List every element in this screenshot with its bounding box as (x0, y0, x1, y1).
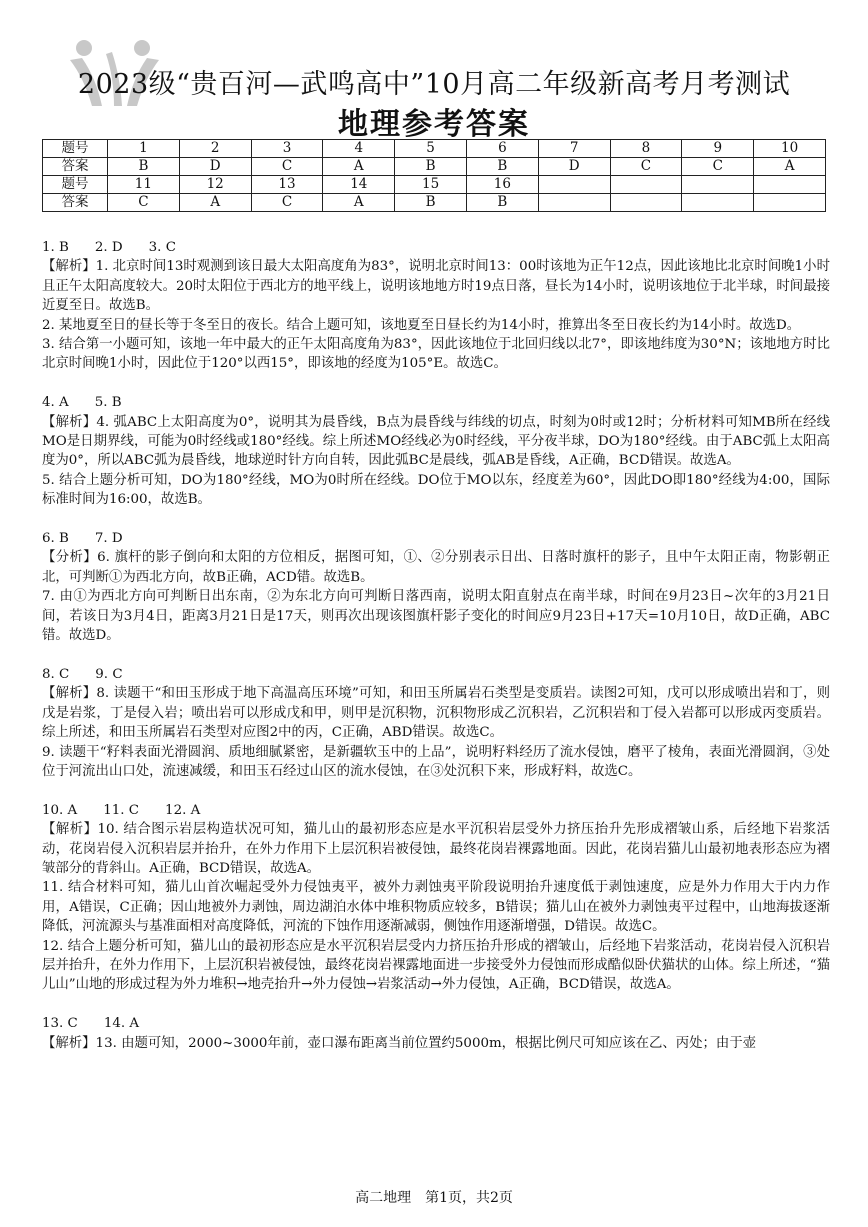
answer-cell: C (610, 158, 682, 176)
explanation-paragraph: 7. 由①为西北方向可判断日出东南，②为东北方向可判断日落西南，说明太阳直射点在南半球，时间在9月23日~次年的3月21日间，若该日为3月4日，距离3月21日是17天，则再次出现该图旗杆影子变化的时间应9月23日+17天=10月10日，故D正确，ABC错。故选D。 (42, 589, 830, 644)
answer-key: 13. C (42, 1016, 78, 1032)
table-row-answers (43, 158, 826, 176)
section-gap (42, 995, 830, 1014)
question-number-cell: 6 (466, 140, 538, 158)
explanation-paragraph: 2. 某地夏至日的昼长等于冬至日的夜长。结合上题可知，该地夏至日昼长约为14小时，推算出冬至日夜长约为14小时。故选D。 (42, 317, 801, 333)
explanation-paragraph: 【解析】13. 由题可知，2000~3000年前，壶口瀑布距离当前位置约5000m，根据比例尺可知应该在乙、丙处；由于壶 (42, 1035, 757, 1051)
answer-key: 12. A (165, 802, 201, 818)
answer-cell (538, 194, 610, 212)
row-label: 答案 (43, 158, 108, 176)
answer-cell (682, 194, 754, 212)
explanation-paragraph: 【解析】10. 结合图示岩层构造状况可知，猫儿山的最初形态应是水平沉积岩层受外力挤压抬升先形成褶皱山系，后经地下岩浆活动，花岗岩侵入沉积岩层并抬升，在外力作用下上层沉积岩被侵蚀，最终花岗岩裸露地面。因此，花岗岩猫儿山最初地表形态应为褶皱部分的背斜山。A正确，BCD错误，故选A。 (42, 822, 830, 876)
explanation-paragraph: 11. 结合材料可知，猫儿山首次崛起受外力侵蚀夷平，被外力剥蚀夷平阶段说明抬升速度低于剥蚀速度，应是外力作用大于内力作用，A错误，C正确；因山地被外力剥蚀，周边湖泊水体中堆积物质应较多，B错误；猫儿山在被外力剥蚀夷平过程中，山地海拔逐渐降低，河流源头与基准面相对高度降低，河流的下蚀作用逐渐减弱，侧蚀作用逐渐增强，D错误。故选C。 (42, 880, 830, 935)
answer-cell: C (682, 158, 754, 176)
question-number-cell (538, 176, 610, 194)
answer-cell: D (179, 158, 251, 176)
section-answers (42, 529, 830, 548)
question-number-cell: 12 (179, 176, 251, 194)
answer-cell: B (466, 158, 538, 176)
question-number-cell: 9 (682, 140, 754, 158)
answer-cell: B (466, 194, 538, 212)
question-number-cell: 3 (251, 140, 323, 158)
section-answers (42, 238, 830, 257)
section-answers (42, 1014, 830, 1033)
section-gap (42, 374, 830, 393)
question-number-cell: 8 (610, 140, 682, 158)
section-answers (42, 801, 830, 820)
question-number-cell: 10 (754, 140, 826, 158)
question-number-cell: 2 (179, 140, 251, 158)
answer-key: 1. B (42, 240, 69, 255)
explanation-paragraph: 5. 结合上题分析可知，DO为180°经线，MO为0时所在经线。DO位于MO以东，经度差为60°，因此DO即180°经线为4:00，国际标准时间为16:00，故选B。 (42, 472, 830, 508)
answer-cell: B (395, 158, 467, 176)
answer-cell: B (108, 158, 180, 176)
explanation-paragraph: 【解析】8. 读题干“和田玉形成于地下高温高压环境”可知，和田玉所属岩石类型是变质岩。读图2可知，戊可以形成喷出岩和丁，则戊是岩浆，丁是侵入岩；喷出岩可以形成戊和甲，则甲是沉积物，沉积物形成乙沉积岩，乙沉积岩和丁侵入岩都可以形成丙变质岩。综上所述，和田玉所属岩石类型对应图2中的丙，C正确，ABD错误。故选C。 (42, 686, 830, 741)
row-label: 答案 (43, 194, 108, 212)
question-number-cell (610, 176, 682, 194)
answer-table (42, 139, 826, 212)
answer-key: 14. A (103, 1016, 140, 1032)
answer-key: 5. B (94, 395, 122, 411)
explanation-paragraph: 9. 读题干“籽料表面光滑圆润、质地细腻紧密，是新疆软玉中的上品”，说明籽料经历了流水侵蚀，磨平了棱角，表面光滑圆润，③处位于河流出山口处，流速减缓，和田玉石经过山区的流水侵蚀，在③处沉积下来，形成籽料，故选C。 (42, 744, 830, 779)
explanation-paragraph: 3. 结合第一小题可知，该地一年中最大的正午太阳高度角为83°，因此该地位于北回归线以北7°，即该地纬度为30°N；该地地方时比北京时间晚1小时，因此位于120°以西15°，即该地的经度为105°E。故选C。 (42, 337, 830, 372)
explanation-paragraph: 【分析】6. 旗杆的影子倒向和太阳的方位相反，据图可知，①、②分别表示日出、日落时旗杆的影子，且中午太阳正南，物影朝正北，可判断①为西北方向，故B正确，ACD错。故选B。 (42, 550, 830, 585)
table-row-questions (43, 176, 826, 194)
question-number-cell: 5 (395, 140, 467, 158)
table-row-questions (43, 140, 826, 158)
answer-cell: C (251, 158, 323, 176)
answer-key: 2. D (94, 240, 123, 255)
question-number-cell: 14 (323, 176, 395, 194)
answer-key: 8. C (42, 666, 70, 682)
section-answers (42, 665, 830, 684)
answer-cell (754, 194, 826, 212)
question-number-cell: 4 (323, 140, 395, 158)
answer-cell: C (108, 194, 180, 212)
page-footer: 高二地理 第1页，共2页 (355, 1190, 513, 1206)
question-number-cell: 1 (108, 140, 180, 158)
question-number-cell: 15 (395, 176, 467, 194)
question-number-cell: 11 (108, 176, 180, 194)
answer-cell: A (754, 158, 826, 176)
explanation-paragraph: 12. 结合上题分析可知，猫儿山的最初形态应是水平沉积岩层受内力挤压抬升形成的褶皱山，后经地下岩浆活动，花岗岩侵入沉积岩层并抬升，在外力作用下，上层沉积岩被侵蚀，最终花岗岩裸露地面进一步接受外力侵蚀而形成酷似卧伏猫状的山体。综上所述，“猫儿山”山地的形成过程为外力堆积→地壳抬升→外力侵蚀→岩浆活动→外力侵蚀，A正确，BCD错误，故选A。 (42, 938, 830, 993)
section-gap (42, 646, 830, 665)
answer-key: 10. A (42, 802, 78, 818)
explanation-paragraph: 【解析】4. 弧ABC上太阳高度为0°，说明其为晨昏线，B点为晨昏线与纬线的切点，时刻为0时或12时；分析材料可知MB所在经线MO是日期界线，可能为0时经线或180°经线。综上所述MO经线必为0时经线，平分夜半球，DO为180°经线。由于ABC弧上太阳高度为0°，所以ABC弧为晨昏线，地球逆时针方向自转，因此弧BC是晨线，弧AB是昏线，A正确，BCD错误。故选A。 (42, 414, 830, 469)
row-label: 题号 (43, 176, 108, 194)
answer-cell: A (323, 158, 395, 176)
question-number-cell: 16 (466, 176, 538, 194)
page-title: 2023级“贵百河—武鸣高中”10月高二年级新高考月考测试 (77, 69, 791, 100)
question-number-cell (754, 176, 826, 194)
section-gap (42, 781, 830, 800)
answer-key: 9. C (95, 666, 123, 682)
answer-key: 7. D (94, 531, 123, 547)
row-label: 题号 (43, 140, 108, 158)
answer-key: 11. C (103, 802, 140, 818)
question-number-cell (682, 176, 754, 194)
answer-cell (610, 194, 682, 212)
question-number-cell: 13 (251, 176, 323, 194)
answer-cell: A (179, 194, 251, 212)
answer-key: 4. A (42, 395, 69, 411)
answer-key: 6. B (42, 531, 69, 547)
answer-cell: A (323, 194, 395, 212)
explanations (42, 238, 830, 1053)
section-gap (42, 510, 830, 529)
answer-cell: D (538, 158, 610, 176)
page-subtitle: 地理参考答案 (338, 107, 530, 142)
answer-cell: C (251, 194, 323, 212)
table-row-answers (43, 194, 826, 212)
section-answers (42, 393, 830, 412)
answer-cell: B (395, 194, 467, 212)
answer-key: 3. C (148, 240, 176, 255)
question-number-cell: 7 (538, 140, 610, 158)
explanation-paragraph: 【解析】1. 北京时间13时观测到该日最大太阳高度角为83°，说明北京时间13：00时该地为正午12点，因此该地比北京时间晚1小时且正午太阳高度较大。20时太阳位于西北方的地平线上，说明该地地方时19点日落，昼长为14小时，说明该地位于北半球，时间最接近夏至日。故选B。 (42, 259, 830, 314)
